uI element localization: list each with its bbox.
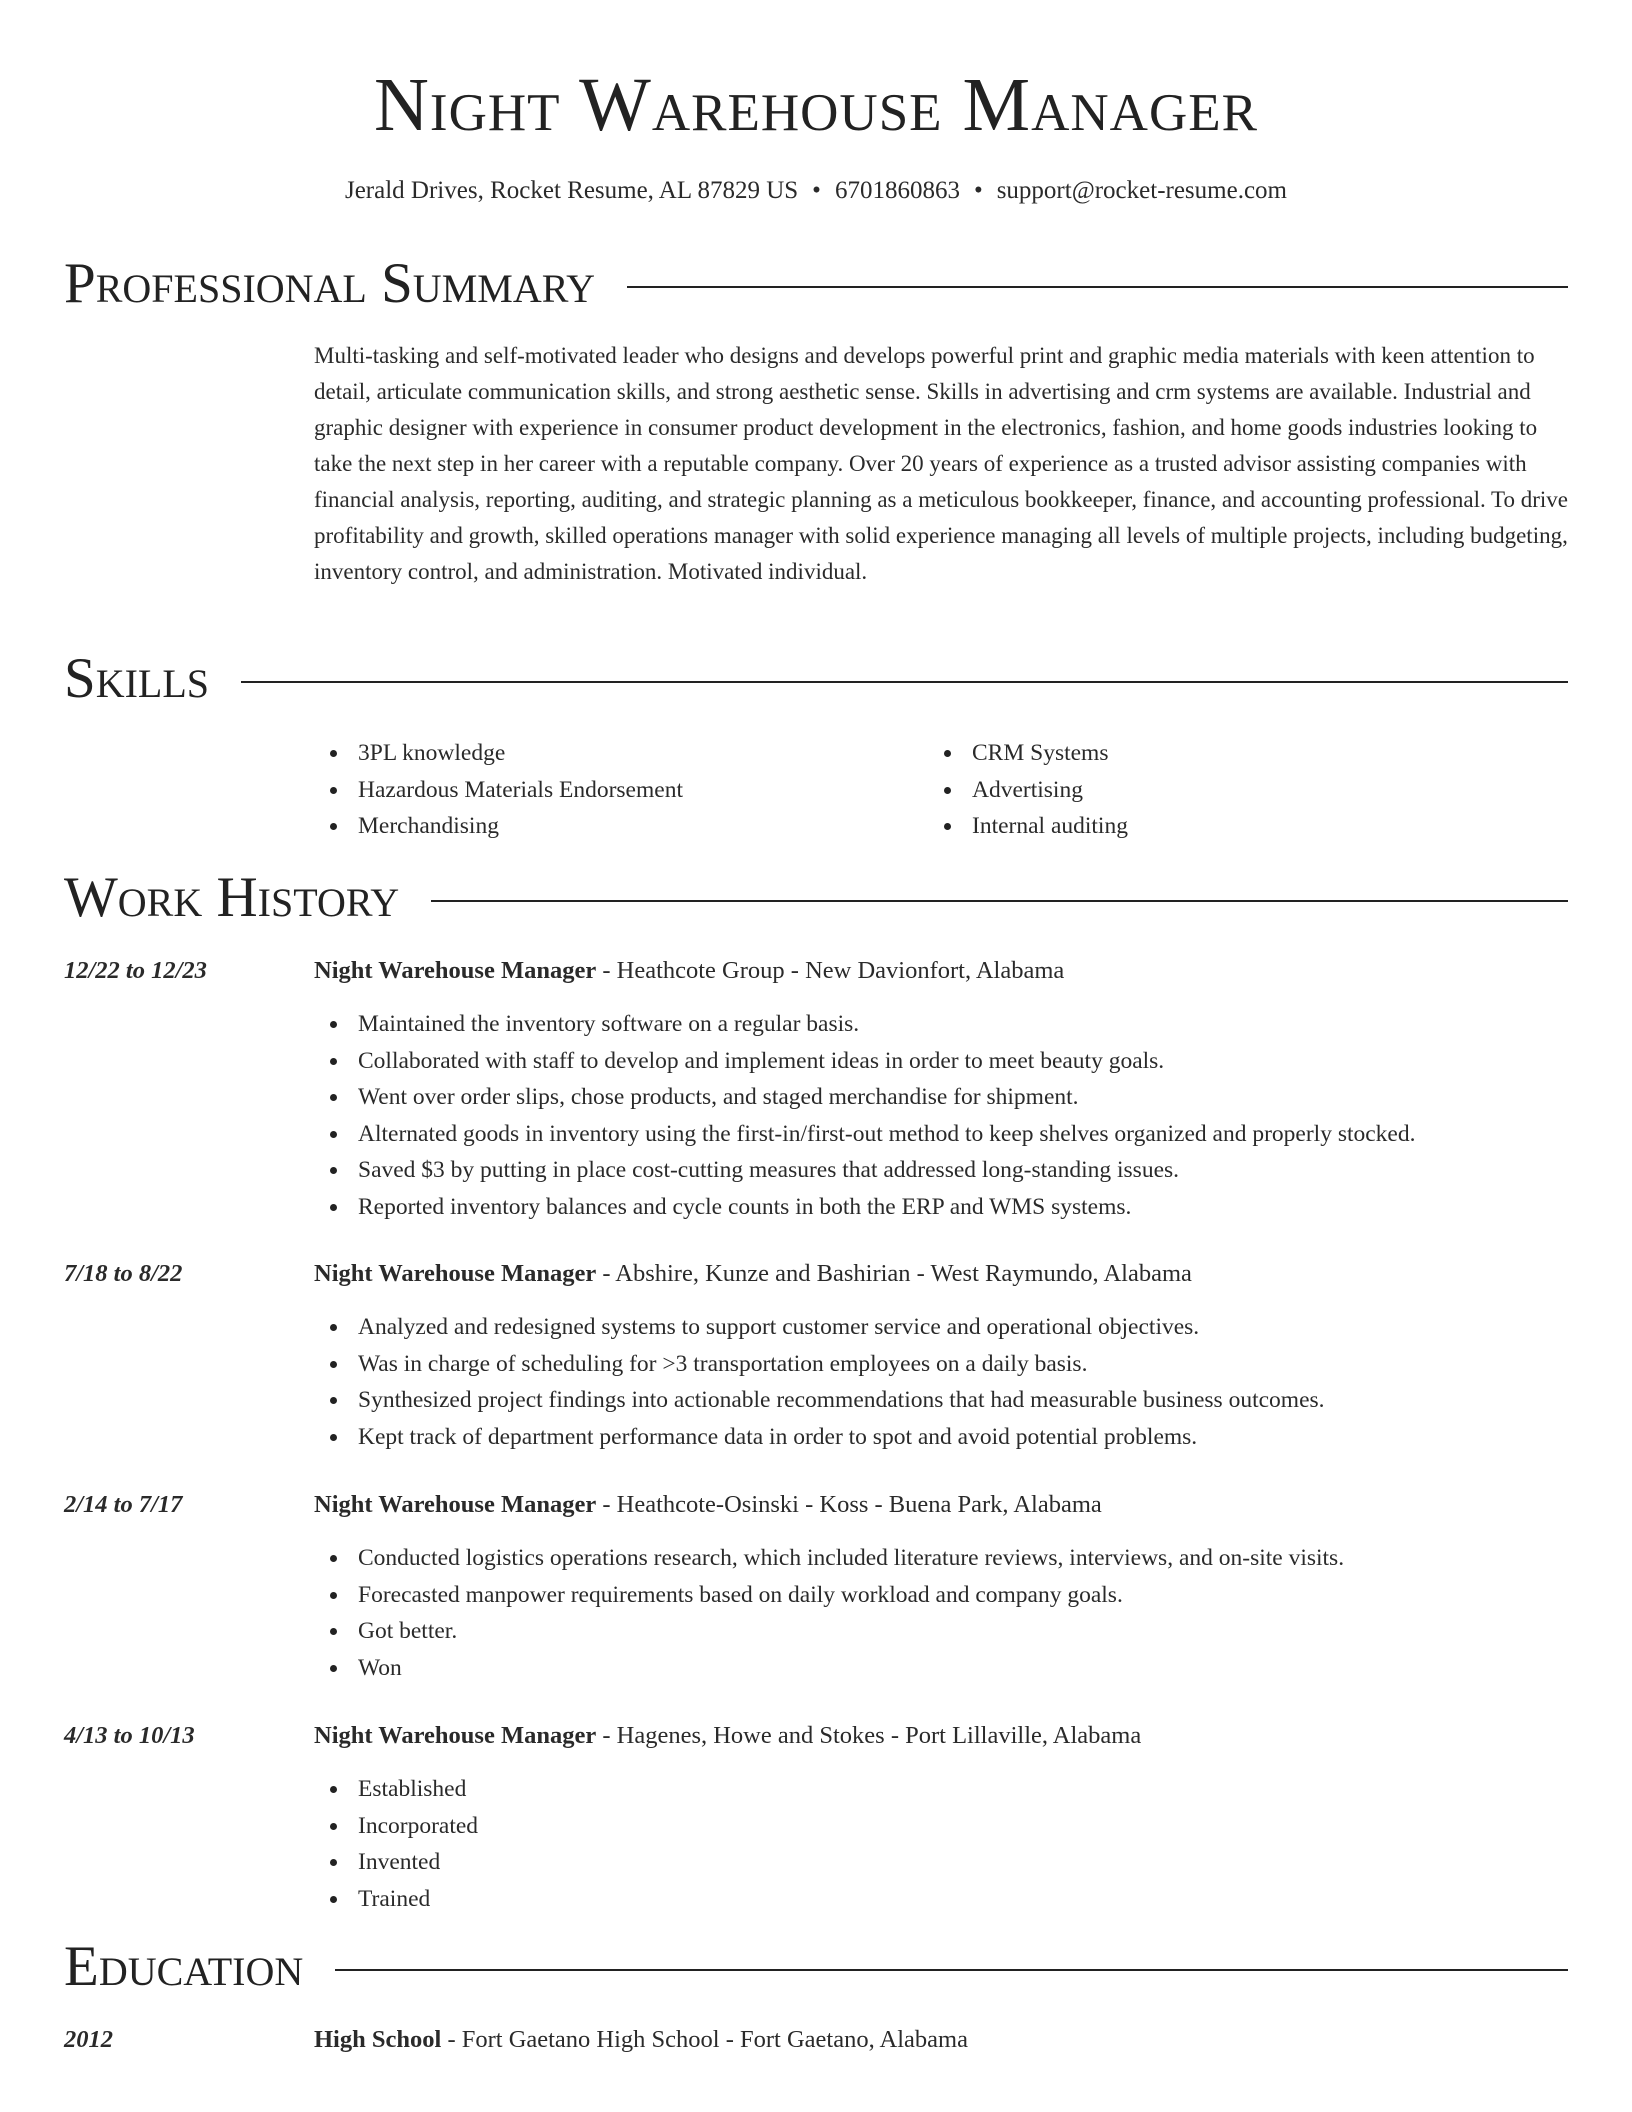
job-dates: 2/14 to 7/17 <box>64 1491 183 1518</box>
job-title: Night Warehouse Manager <box>314 957 597 984</box>
job-dates: 4/13 to 10/13 <box>64 1722 195 1749</box>
job-details: - Heathcote Group - New Davionfort, Alabama <box>596 957 1065 984</box>
skill-item: Advertising <box>928 772 1128 809</box>
job-bullet: Kept track of department performance data in order to spot and avoid potential problems. <box>314 1419 1325 1456</box>
work-section-header <box>64 864 1568 932</box>
job-title: Night Warehouse Manager <box>314 1260 597 1287</box>
job-bullet: Reported inventory balances and cycle counts in both the ERP and WMS systems. <box>314 1189 1415 1226</box>
section-divider <box>431 900 1568 902</box>
job-heading <box>314 1257 1192 1291</box>
job-bullets <box>314 1771 478 1917</box>
contact-address: Jerald Drives, Rocket Resume, AL 87829 US <box>344 177 799 204</box>
skill-item: Merchandising <box>314 808 683 845</box>
work-section-title: Work History <box>64 866 400 929</box>
education-section-header <box>64 1933 1568 2001</box>
contact-phone[interactable]: 6701860863 <box>834 177 960 204</box>
skills-section-header <box>64 645 1568 713</box>
skills-list-left <box>314 735 683 845</box>
job-bullets <box>314 1540 1344 1686</box>
resume-title: Night Warehouse Manager <box>374 63 1258 147</box>
education-heading <box>314 2023 968 2057</box>
education-year: 2012 <box>64 2026 113 2053</box>
summary-section-header <box>64 250 1568 318</box>
job-details: - Heathcote-Osinski - Koss - Buena Park, Alabama <box>596 1491 1102 1518</box>
education-degree: High School <box>314 2026 442 2053</box>
job-details: - Hagenes, Howe and Stokes - Port Lillaville, Alabama <box>596 1722 1142 1749</box>
education-section-title: Education <box>64 1935 304 1998</box>
contact-email[interactable]: support@rocket-resume.com <box>996 177 1287 204</box>
job-title: Night Warehouse Manager <box>314 1722 597 1749</box>
job-bullet: Collaborated with staff to develop and implement ideas in order to meet beauty goals. <box>314 1043 1415 1080</box>
job-bullet: Analyzed and redesigned systems to support customer service and operational objectives. <box>314 1309 1325 1346</box>
skill-item: Internal auditing <box>928 808 1128 845</box>
job-bullet: Went over order slips, chose products, and staged merchandise for shipment. <box>314 1079 1415 1116</box>
job-heading <box>314 954 1064 988</box>
job-bullet: Trained <box>314 1881 478 1918</box>
job-bullet: Got better. <box>314 1613 1344 1650</box>
job-bullet: Invented <box>314 1844 478 1881</box>
job-bullet: Was in charge of scheduling for >3 transportation employees on a daily basis. <box>314 1346 1325 1383</box>
skill-item: 3PL knowledge <box>314 735 683 772</box>
job-bullet: Incorporated <box>314 1808 478 1845</box>
job-bullets <box>314 1006 1415 1225</box>
job-bullet: Conducted logistics operations research, which included literature reviews, interviews, and on-site visits. <box>314 1540 1344 1577</box>
job-bullet: Established <box>314 1771 478 1808</box>
job-bullet: Saved $3 by putting in place cost-cutting measures that addressed long-standing issues. <box>314 1152 1415 1189</box>
job-heading <box>314 1488 1102 1522</box>
skills-section-title: Skills <box>64 647 210 710</box>
job-heading <box>314 1719 1141 1753</box>
education-details: - Fort Gaetano High School - Fort Gaetano, Alabama <box>441 2026 968 2053</box>
contact-line <box>0 175 1632 207</box>
job-dates: 12/22 to 12/23 <box>64 957 207 984</box>
skills-list-right <box>928 735 1128 845</box>
skill-item: CRM Systems <box>928 735 1128 772</box>
job-bullet: Alternated goods in inventory using the first-in/first-out method to keep shelves organized and properly stocked. <box>314 1116 1415 1153</box>
summary-section-title: Professional Summary <box>64 252 596 315</box>
summary-text: Multi-tasking and self-motivated leader who designs and develops powerful print and graphic media materials with keen attention to detail, articulate communication skills, and strong aesthetic sense. Skills in advertising and crm systems are available. Industrial and graphic designer with experience in consumer product development in the electronics, fashion, and home goods industries looking to take the next step in her career with a reputable company. Over 20 years of experience as a trusted advisor assisting companies with financial analysis, reporting, auditing, and strategic planning as a meticulous bookkeeper, finance, and accounting professional. To drive profitability and growth, skilled operations manager with solid experience managing all levels of multiple projects, including budgeting, inventory control, and administration. Motivated individual. <box>314 343 1568 584</box>
section-divider <box>335 1969 1568 1971</box>
job-dates: 7/18 to 8/22 <box>64 1260 183 1287</box>
job-bullets <box>314 1309 1325 1455</box>
job-bullet: Forecasted manpower requirements based on daily workload and company goals. <box>314 1577 1344 1614</box>
job-details: - Abshire, Kunze and Bashirian - West Raymundo, Alabama <box>596 1260 1192 1287</box>
job-bullet: Won <box>314 1650 1344 1687</box>
job-bullet: Synthesized project findings into actionable recommendations that had measurable business outcomes. <box>314 1382 1325 1419</box>
skill-item: Hazardous Materials Endorsement <box>314 772 683 809</box>
contact-separator: • <box>812 177 821 204</box>
section-divider <box>627 286 1568 288</box>
job-title: Night Warehouse Manager <box>314 1491 597 1518</box>
job-bullet: Maintained the inventory software on a regular basis. <box>314 1006 1415 1043</box>
section-divider <box>241 681 1568 683</box>
contact-separator: • <box>973 177 983 204</box>
